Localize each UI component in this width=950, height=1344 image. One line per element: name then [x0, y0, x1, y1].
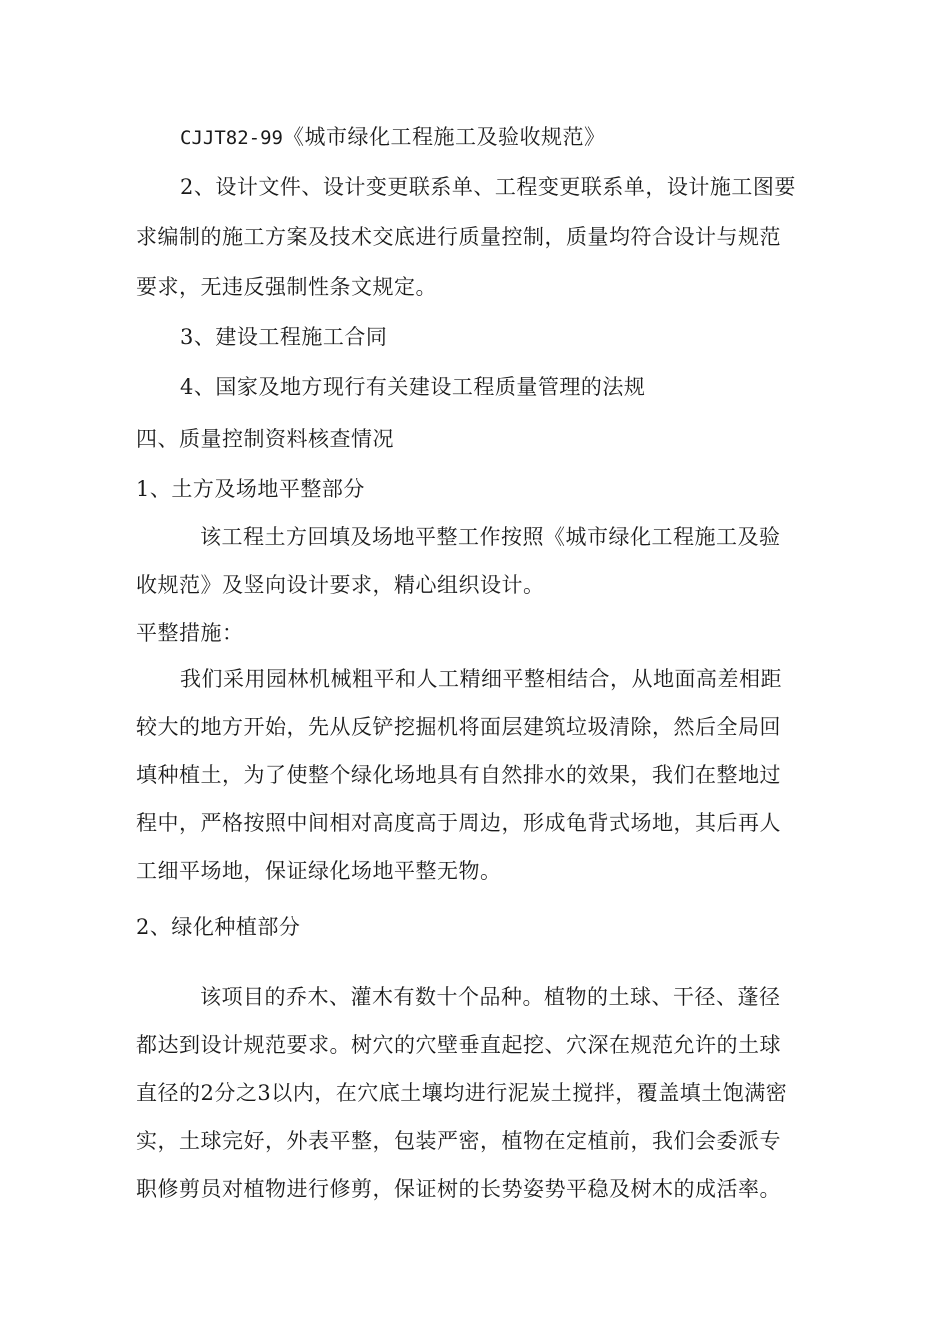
planting-para-line-5: 职修剪员对植物进行修剪，保证树的长势姿势平稳及树木的成活率。 — [136, 1177, 781, 1201]
measures-para-line-5: 工细平场地，保证绿化场地平整无物。 — [136, 859, 502, 883]
planting-para-line-2: 都达到设计规范要求。树穴的穴壁垂直起挖、穴深在规范允许的土球 — [136, 1033, 781, 1057]
measures-heading: 平整措施： — [136, 621, 244, 645]
earthwork-para-line-2: 收规范》及竖向设计要求，精心组织设计。 — [136, 573, 545, 597]
standard-code: CJJT82-99 — [180, 127, 283, 149]
section-heading: 四、质量控制资料核查情况 — [136, 427, 394, 451]
item-2-line-3: 要求，无违反强制性条文规定。 — [136, 275, 437, 299]
planting-para-line-1: 该项目的乔木、灌木有数十个品种。植物的土球、干径、蓬径 — [200, 985, 781, 1009]
item-2-line-2: 求编制的施工方案及技术交底进行质量控制，质量均符合设计与规范 — [136, 225, 781, 249]
subsection-heading-earthwork: 1、土方及场地平整部分 — [136, 477, 365, 501]
planting-para-line-3: 直径的2分之3以内，在穴底土壤均进行泥炭土搅拌，覆盖填土饱满密 — [136, 1081, 788, 1105]
item-4: 4、国家及地方现行有关建设工程质量管理的法规 — [180, 375, 646, 399]
measures-para-line-2: 较大的地方开始，先从反铲挖掘机将面层建筑垃圾清除，然后全局回 — [136, 715, 781, 739]
subsection-heading-planting: 2、绿化种植部分 — [136, 915, 301, 939]
reference-standard-line — [180, 122, 605, 153]
item-2-line-1: 2、设计文件、设计变更联系单、工程变更联系单，设计施工图要 — [180, 175, 796, 199]
earthwork-para-line-1: 该工程土方回填及场地平整工作按照《城市绿化工程施工及验 — [200, 525, 781, 549]
item-3: 3、建设工程施工合同 — [180, 325, 388, 349]
measures-para-line-3: 填种植土，为了使整个绿化场地具有自然排水的效果，我们在整地过 — [136, 763, 781, 787]
measures-para-line-4: 程中，严格按照中间相对高度高于周边，形成龟背式场地，其后再人 — [136, 811, 781, 835]
planting-para-line-4: 实，土球完好，外表平整，包装严密，植物在定植前，我们会委派专 — [136, 1129, 781, 1153]
standard-title: 《城市绿化工程施工及验收规范》 — [282, 125, 606, 149]
measures-para-line-1: 我们采用园林机械粗平和人工精细平整相结合，从地面高差相距 — [180, 667, 782, 691]
